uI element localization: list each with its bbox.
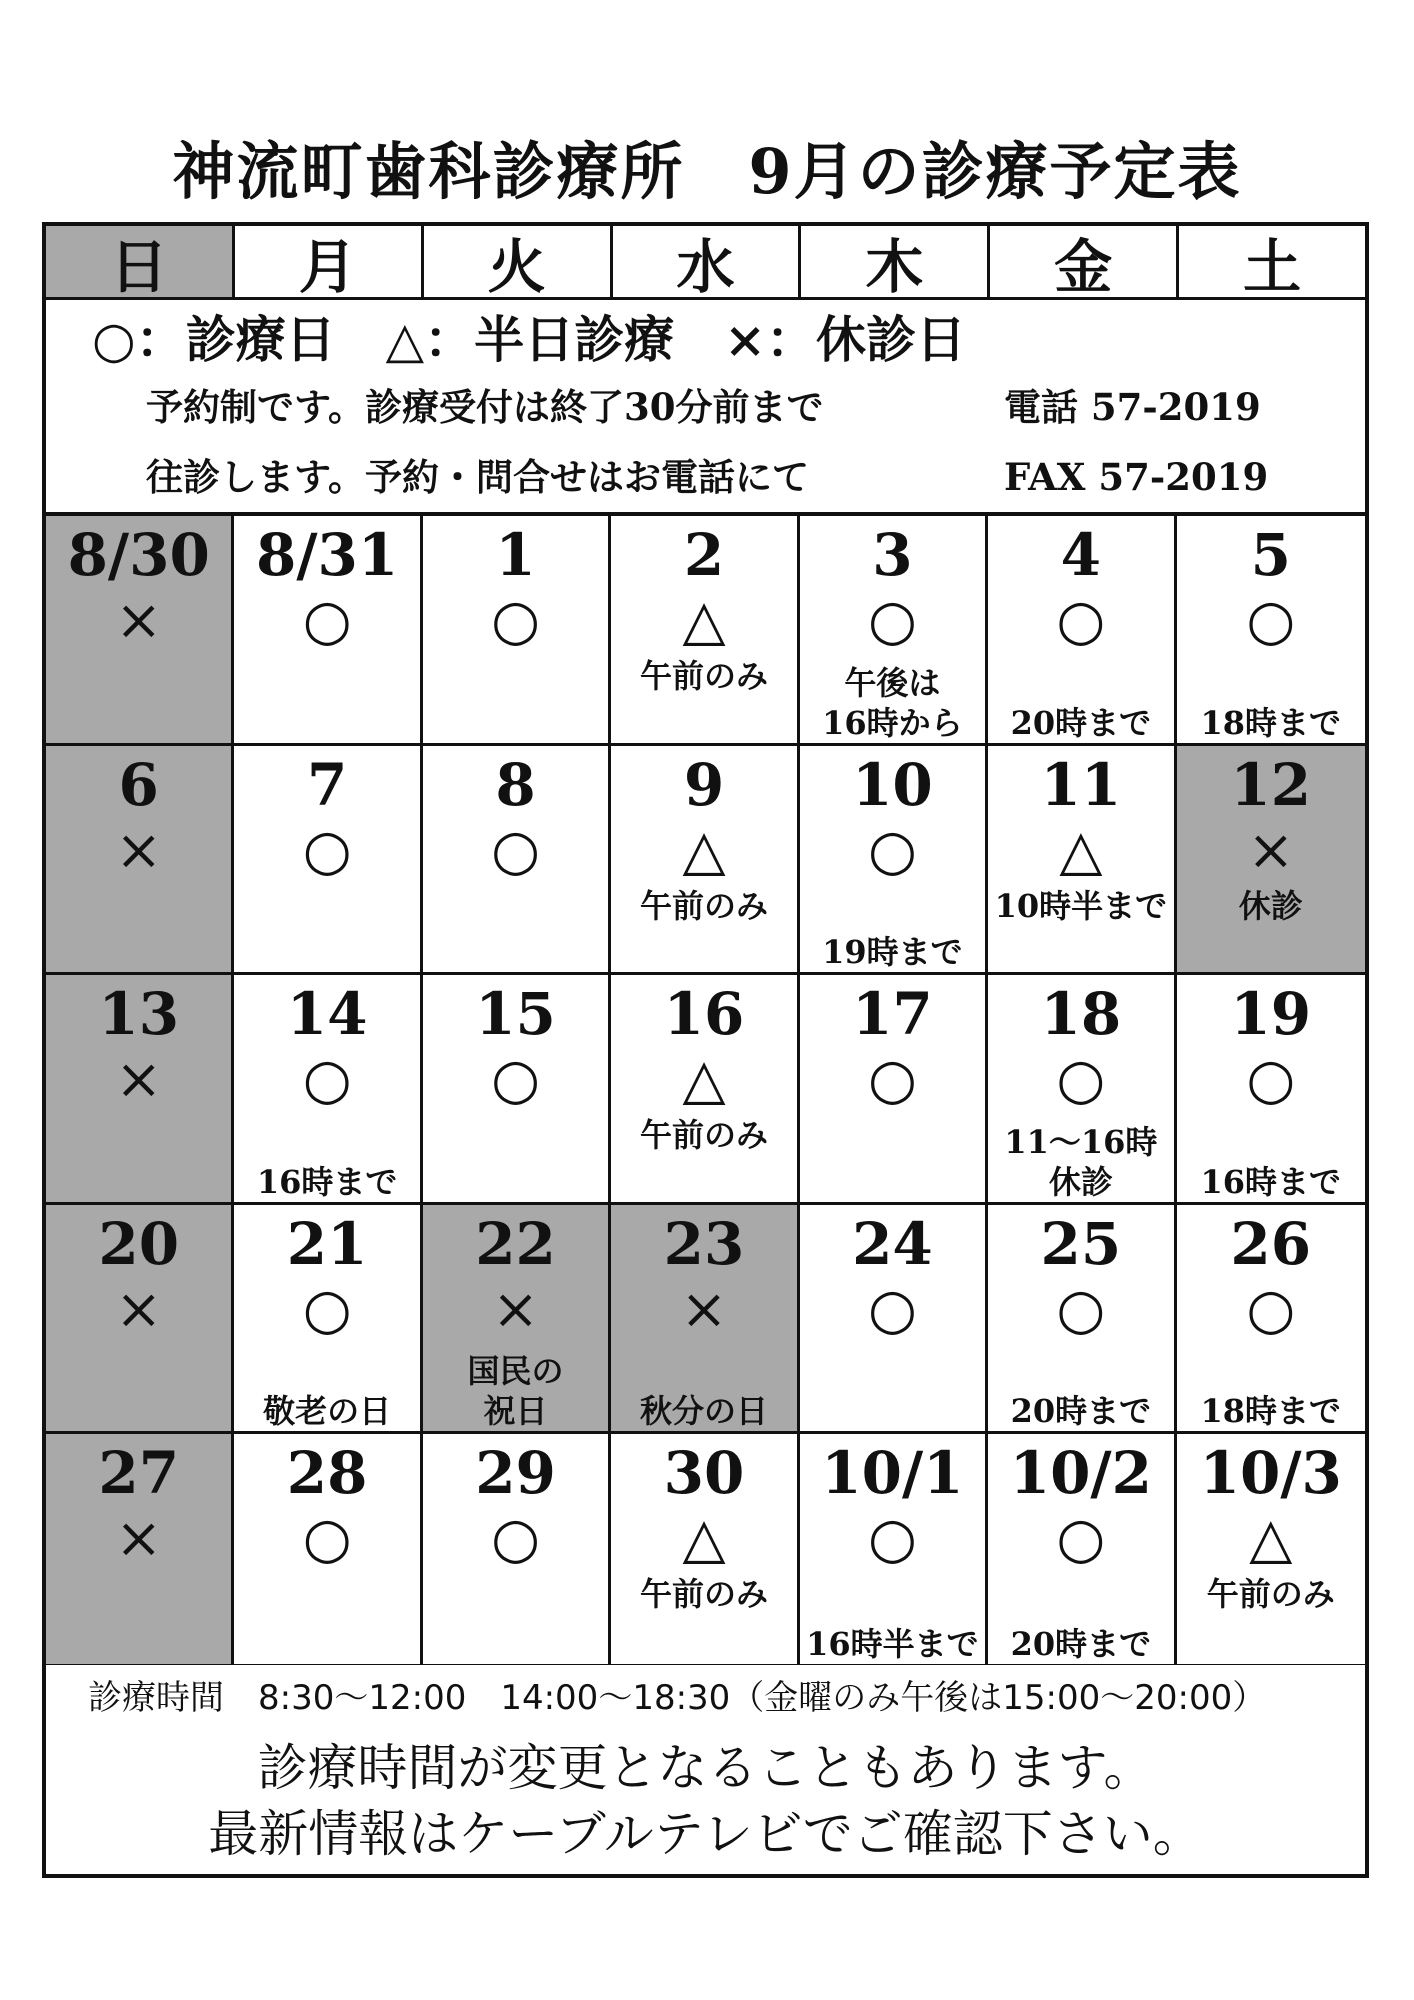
day-number: 18: [1040, 980, 1122, 1049]
day-number: 15: [475, 980, 556, 1049]
cable-tv-notice: 最新情報はケーブルテレビでご確認下さい。: [208, 1805, 1203, 1863]
day-number: 16: [663, 980, 745, 1049]
calendar-grid: [46, 516, 1365, 1664]
day-note: 午後は 16時から: [822, 663, 963, 742]
status-mark: ○: [302, 1047, 352, 1113]
day-number: 8/30: [67, 521, 210, 589]
status-mark: ×: [1247, 817, 1295, 883]
calendar-day-cell: [988, 975, 1176, 1205]
day-note: 敬老の日: [263, 1392, 392, 1431]
calendar-day-cell: [423, 746, 611, 976]
calendar-day-cell: [46, 746, 234, 976]
calendar-day-cell: [611, 516, 799, 746]
day-number: 19: [1230, 980, 1312, 1049]
calendar-day-cell: [234, 1434, 422, 1664]
footer: [46, 1664, 1365, 1874]
status-mark: ○: [867, 817, 917, 883]
day-note: 10時半まで: [994, 886, 1168, 925]
calendar-day-cell: [800, 975, 988, 1205]
day-number: 30: [663, 1439, 745, 1508]
day-number: 29: [475, 1439, 556, 1508]
calendar-day-cell: [46, 975, 234, 1205]
status-mark: △: [1249, 1506, 1293, 1572]
status-mark: ○: [302, 817, 352, 883]
day-number: 23: [663, 1209, 745, 1278]
day-note: 16時半まで: [806, 1625, 979, 1663]
day-number: 8: [495, 750, 536, 819]
calendar-day-cell: [611, 1434, 799, 1664]
day-note: 秋分の日: [639, 1392, 768, 1431]
calendar-day-cell: [988, 1434, 1176, 1664]
calendar-day-cell: [800, 1434, 988, 1664]
weekday-header-cell: 水: [613, 226, 802, 297]
status-mark: △: [1059, 817, 1103, 883]
status-mark: ○: [302, 1506, 352, 1572]
calendar-day-cell: [423, 975, 611, 1205]
day-note: 16時まで: [256, 1162, 398, 1201]
calendar-day-cell: [46, 1434, 234, 1664]
calendar-day-cell: [611, 1205, 799, 1435]
calendar-day-cell: [234, 746, 422, 976]
status-mark: ○: [1056, 1047, 1106, 1113]
calendar-day-cell: [234, 516, 422, 746]
status-mark: ○: [867, 1047, 917, 1113]
schedule-sheet: [42, 222, 1369, 1878]
day-note: 11～16時 休診: [1004, 1122, 1158, 1201]
day-number: 8/31: [256, 521, 399, 589]
phone-number: 電話 57-2019: [1004, 385, 1261, 429]
status-mark: ×: [115, 817, 163, 883]
calendar-day-cell: [234, 1205, 422, 1435]
weekday-header: [46, 226, 1365, 300]
status-mark: ○: [1246, 1276, 1296, 1342]
weekday-header-cell: 火: [424, 226, 613, 297]
status-mark: ○: [302, 1276, 352, 1342]
calendar-day-cell: [800, 1205, 988, 1435]
day-number: 13: [98, 980, 180, 1049]
day-number: 25: [1040, 1209, 1122, 1278]
calendar-day-cell: [46, 1205, 234, 1435]
day-number: 17: [852, 980, 933, 1049]
status-mark: ○: [1056, 1506, 1106, 1572]
status-mark: ×: [680, 1276, 728, 1342]
status-mark: ×: [115, 1047, 163, 1113]
day-number: 7: [306, 750, 348, 819]
weekday-header-cell: 金: [990, 226, 1179, 297]
day-note: 18時まで: [1200, 703, 1342, 742]
status-mark: ○: [1056, 1276, 1106, 1342]
calendar-day-cell: [1177, 1205, 1365, 1435]
calendar-day-cell: [234, 975, 422, 1205]
day-number: 22: [475, 1209, 556, 1278]
home-visit-info: 往診します。予約・問合せはお電話にて: [146, 455, 810, 499]
status-mark: ○: [1246, 1047, 1296, 1113]
legend-symbols: ○：診療日 △：半日診療 ×：休診日: [92, 310, 966, 369]
calendar-day-cell: [611, 975, 799, 1205]
status-mark: ○: [867, 1276, 917, 1342]
day-number: 26: [1230, 1209, 1312, 1278]
day-number: 27: [98, 1439, 180, 1508]
legend-block: [46, 300, 1365, 516]
day-number: 6: [118, 750, 159, 819]
calendar-day-cell: [1177, 1434, 1365, 1664]
day-number: 11: [1040, 750, 1122, 819]
day-note: 休診: [1238, 886, 1303, 925]
day-number: 2: [683, 521, 725, 589]
status-mark: ×: [492, 1276, 540, 1342]
day-number: 28: [286, 1439, 368, 1508]
day-number: 3: [872, 521, 913, 589]
day-note: 20時まで: [1010, 1392, 1152, 1431]
status-mark: △: [682, 817, 726, 883]
day-number: 10/3: [1199, 1439, 1342, 1508]
weekday-header-cell: 日: [46, 226, 235, 297]
change-notice: 診療時間が変更となることもあります。: [257, 1739, 1154, 1797]
day-note: 19時まで: [822, 933, 963, 972]
day-number: 21: [286, 1209, 368, 1278]
day-note: 16時まで: [1200, 1162, 1342, 1201]
calendar-day-cell: [611, 746, 799, 976]
calendar-day-cell: [1177, 516, 1365, 746]
status-mark: ○: [867, 1506, 917, 1572]
page-title: 神流町歯科診療所 9月の診療予定表: [172, 135, 1242, 208]
day-note: 午前のみ: [639, 657, 768, 695]
status-mark: ×: [115, 1276, 163, 1342]
day-number: 10/1: [821, 1439, 964, 1508]
status-mark: ○: [1246, 588, 1296, 653]
calendar-day-cell: [800, 746, 988, 976]
status-mark: ○: [491, 817, 540, 883]
calendar-day-cell: [988, 746, 1176, 976]
day-number: 10: [852, 750, 933, 819]
day-note: 午前のみ: [639, 1575, 768, 1614]
day-note: 20時まで: [1010, 703, 1152, 742]
day-number: 4: [1060, 521, 1102, 589]
status-mark: △: [682, 588, 726, 653]
clinic-hours: 診療時間 8:30～12:00 14:00～18:30（金曜のみ午後は15:00～20:00）: [88, 1678, 1267, 1718]
day-number: 20: [98, 1209, 180, 1278]
calendar-day-cell: [1177, 746, 1365, 976]
calendar-day-cell: [1177, 975, 1365, 1205]
calendar-day-cell: [988, 1205, 1176, 1435]
calendar-day-cell: [46, 516, 234, 746]
day-note: 国民の 祝日: [467, 1352, 564, 1431]
day-number: 1: [495, 521, 536, 589]
day-note: 午前のみ: [639, 886, 768, 925]
weekday-header-cell: 土: [1243, 232, 1302, 301]
calendar-day-cell: [800, 516, 988, 746]
day-number: 10/2: [1009, 1439, 1152, 1508]
calendar-day-cell: [423, 516, 611, 746]
day-note: 午前のみ: [1206, 1575, 1335, 1614]
day-number: 5: [1250, 521, 1291, 589]
reservation-info: 予約制です。診療受付は終了30分前まで: [146, 385, 824, 429]
status-mark: ○: [302, 588, 352, 653]
status-mark: △: [682, 1506, 726, 1572]
weekday-header-cell: 月: [235, 226, 424, 297]
day-note: 20時まで: [1010, 1625, 1152, 1663]
calendar-day-cell: [423, 1205, 611, 1435]
day-note: 18時まで: [1200, 1392, 1342, 1431]
fax-number: FAX 57-2019: [1004, 455, 1269, 499]
status-mark: ○: [867, 588, 917, 653]
status-mark: ○: [491, 1047, 540, 1113]
weekday-header-cell: 木: [801, 226, 990, 297]
calendar-day-cell: [423, 1434, 611, 1664]
day-number: 9: [683, 750, 725, 819]
day-note: 午前のみ: [639, 1116, 768, 1155]
status-mark: ×: [115, 1506, 163, 1572]
calendar-day-cell: [988, 516, 1176, 746]
status-mark: ○: [491, 588, 540, 653]
day-number: 14: [286, 980, 368, 1049]
status-mark: ○: [1056, 588, 1106, 653]
status-mark: △: [682, 1047, 726, 1113]
status-mark: ○: [491, 1506, 540, 1572]
status-mark: ×: [115, 588, 163, 653]
day-number: 12: [1230, 750, 1312, 819]
day-number: 24: [852, 1209, 933, 1278]
